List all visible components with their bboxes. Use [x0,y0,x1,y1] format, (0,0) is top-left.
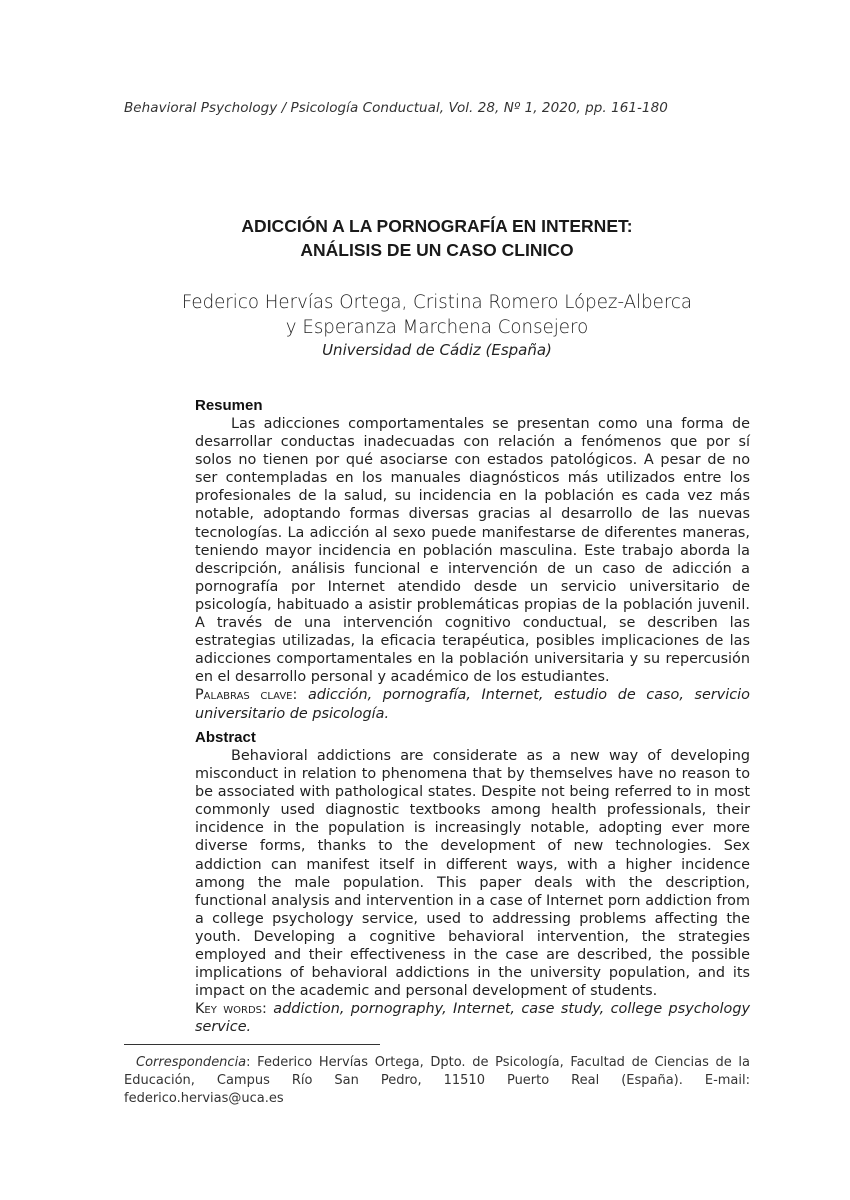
resumen-keywords-label: Palabras clave: [195,687,298,704]
abstract-keywords-terms: addiction, pornography, Internet, case study, college psychology service. [195,1001,750,1036]
resumen-keywords-terms: adicción, pornografía, Internet, estudio de caso, servicio universitario de psicología. [195,687,750,722]
title-line-2: ANÁLISIS DE UN CASO CLINICO [300,240,574,260]
footnote-text: : Federico Hervías Ortega, Dpto. de Psicología, Facultad de Ciencias de la Educación, Campus Río San Pedro, 11510 Puerto Real (España). E-mail: federico.hervias@uca.es [124,1055,750,1106]
resumen-keywords [195,686,750,722]
abstract-heading: Abstract [195,729,256,746]
article-title [0,214,850,262]
affiliation: Universidad de Cádiz (España) [322,341,552,359]
correspondence-footnote [124,1054,750,1108]
abstract-keywords [195,1000,750,1036]
resumen-text: Las adicciones comportamentales se presentan como una forma de desarrollar conductas inadecuadas con relación a fenómenos que por sí solos no tienen por qué asociarse con estados patológicos. A pesar de no ser contempladas en los manuales diagnósticos más utilizados entre los profesionales de la salud, su incidencia en la población es cada vez más notable, adoptando formas diversas gracias al desarrollo de las nuevas tecnologías. La adicción al sexo puede manifestarse de diferentes maneras, teniendo mayor incidencia en población masculina. Este trabajo aborda la descripción, análisis funcional e intervención de un caso de adicción a pornografía por Internet atendido desde un servicio universitario de psicología, habituado a asistir problemáticas propias de la población juvenil. A través de una intervención cognitivo conductual, se describen las estrategias utilizadas, la eficacia terapéutica, posibles implicaciones de las adicciones comportamentales en la población universitaria y su repercusión en el desarrollo personal y académico de los estudiantes. [195,416,750,686]
authors-line-1: Federico Hervías Ortega, Cristina Romero López-Alberca [181,292,693,313]
abstract-keywords-label: Key words: [195,1001,267,1018]
authors-line-2: y Esperanza Marchena Consejero [285,317,589,338]
abstract-section [195,729,750,1037]
resumen-section [195,397,750,723]
abstract-text: Behavioral addictions are considerate as a new way of developing misconduct in relation to phenomena that by themselves have no reason to be associated with pathological states. Despite not being referred to in most commonly used diagnostic textbooks among health professionals, their incidence in the population is increasingly notable, adopting ever more diverse forms, thanks to the development of new technologies. Sex addiction can manifest itself in different ways, with a higher incidence among the male population. This paper deals with the description, functional analysis and intervention in a case of Internet porn addiction from a college psychology service, used to addressing problems affecting the youth. Developing a cognitive behavioral intervention, the strategies employed and their effectiveness in the case are described, the possible implications of behavioral addictions in the university population, and its impact on the academic and personal development of students. [195,748,750,1000]
footnote-divider [124,1044,380,1045]
resumen-heading: Resumen [195,397,263,414]
footnote-label: Correspondencia [136,1055,247,1070]
title-line-1: ADICCIÓN A LA PORNOGRAFÍA EN INTERNET: [241,216,633,236]
journal-citation: Behavioral Psychology / Psicología Conductual, Vol. 28, Nº 1, 2020, pp. 161-180 [124,100,668,116]
authors [0,290,850,360]
